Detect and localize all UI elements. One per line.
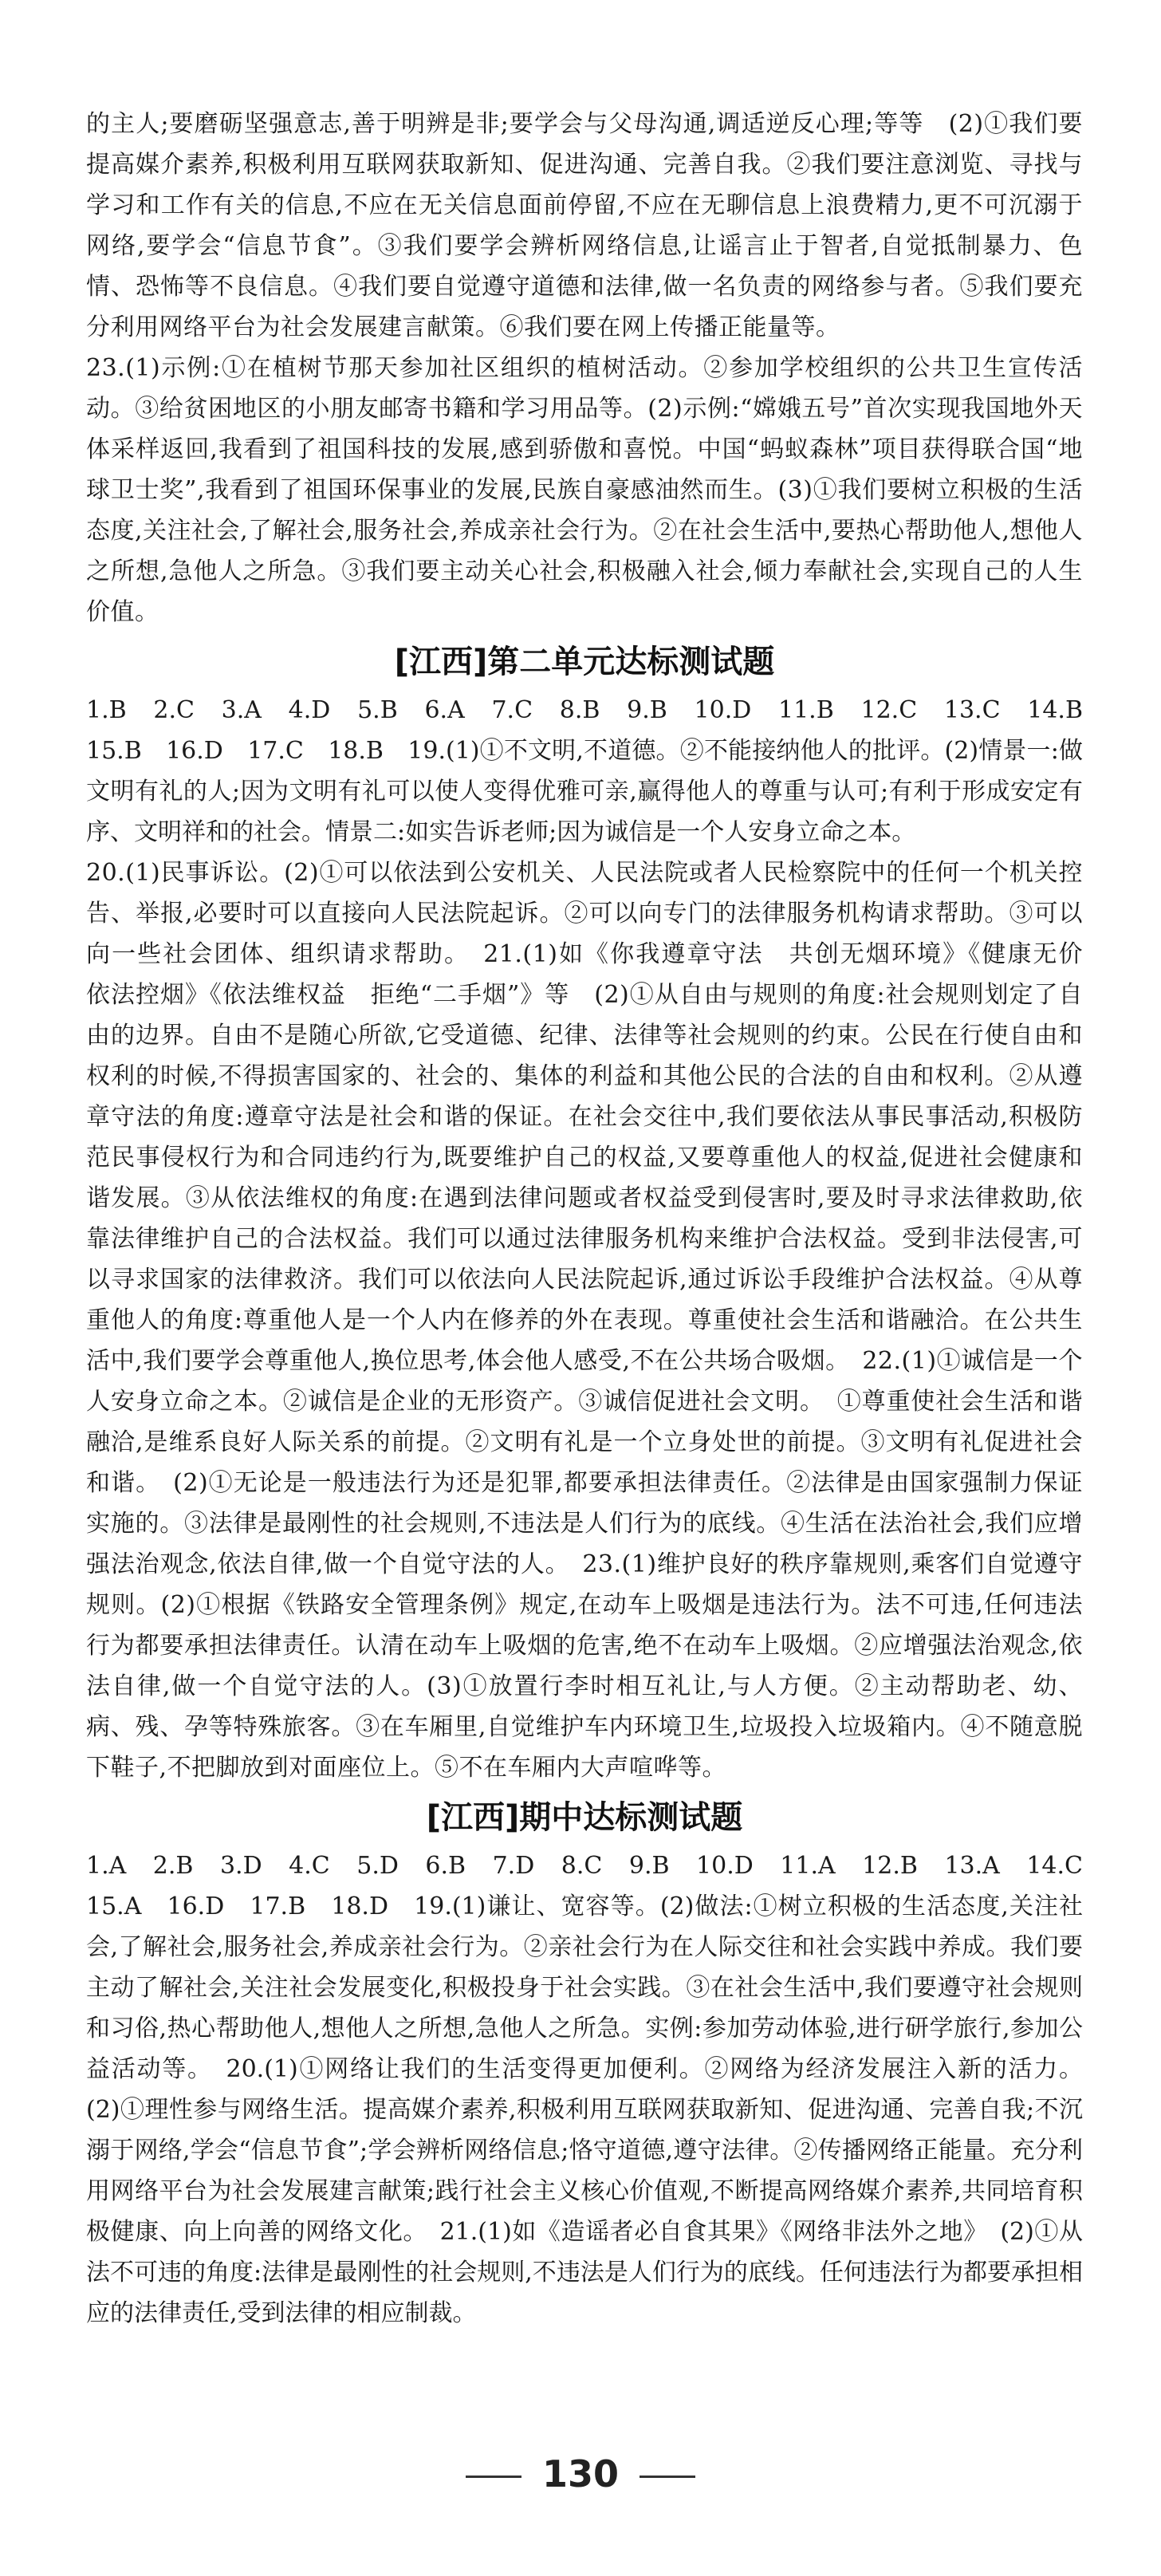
section-heading-unit-two: [江西]第二单元达标测试题 — [394, 644, 775, 680]
dash-left — [466, 2476, 521, 2478]
paragraph-question-20-23-unit-two: 20.(1)民事诉讼。(2)①可以依法到公安机关、人民法院或者人民检察院中的任何一个机关控告、举报,必要时可以直接向人民法院起诉。②可以向专门的法律服务机构请求帮助。③可以向一些社会团体、组织请求帮助。 21.(1)如《你我遵章守法 共创无烟环境》《健康无价 依法控烟》《依法维权益 拒绝“二手烟”》等 (2)①从自由与规则的角度:社会规则划定了自由的边界。自由不是随心所欲,它受道德、纪律、法律等社会规则的约束。公民在行使自由和权利的时候,不得损害国家的、社会的、集体的利益和其他公民的合法的自由和权利。②从遵章守法的角度:遵章守法是社会和谐的保证。在社会交往中,我们要依法从事民事活动,积极防范民事侵权行为和合同违约行为,既要维护自己的权益,又要尊重他人的权益,促进社会健康和谐发展。③从依法维权的角度:在遇到法律问题或者权益受到侵害时,要及时寻求法律救助,依靠法律维护自己的合法权益。我们可以通过法律服务机构来维护合法权益。受到非法侵害,可以寻求国家的法律救济。我们可以依法向人民法院起诉,通过诉讼手段维护合法权益。④从尊重他人的角度:尊重他人是一个人内在修养的外在表现。尊重使社会生活和谐融洽。在公共生活中,我们要学会尊重他人,换位思考,体会他人感受,不在公共场合吸烟。 22.(1)①诚信是一个人安身立命之本。②诚信是企业的无形资产。③诚信促进社会文明。 ①尊重使社会生活和谐融洽,是维系良好人际关系的前提。②文明有礼是一个立身处世的前提。③文明有礼促进社会和谐。 (2)①无论是一般违法行为还是犯罪,都要承担法律责任。②法律是由国家强制力保证实施的。③法律是最刚性的社会规则,不违法是人们行为的底线。④生活在法治社会,我们应增强法治观念,依法自律,做一个自觉守法的人。 23.(1)维护良好的秩序靠规则,乘客们自觉遵守规则。(2)①根据《铁路安全管理条例》规定,在动车上吸烟是违法行为。法不可违,任何违法行为都要承担法律责任。认清在动车上吸烟的危害,绝不在动车上吸烟。②应增强法治观念,依法自律,做一个自觉守法的人。(3)①放置行李时相互礼让,与人方便。②主动帮助老、幼、病、残、孕等特殊旅客。③在车厢里,自觉维护车内环境卫生,垃圾投入垃圾箱内。④不随意脱下鞋子,不把脚放到对面座位上。⑤不在车厢内大声喧哗等。 — [86, 859, 1108, 1782]
answer-block-midterm: 1.A 2.B 3.D 4.C 5.D 6.B 7.D 8.C 9.B 10.D 11.A 12.B 13.A 14.C 15.A 16.D 17.B 18.D 19.(1)谦让、宽容等。(2)做法:①树立积极的生活态度,关注社会,了解社会,服务社会,养成亲社会行为。②亲社会行为在人际交往和社会实践中养成。我们要主动了解社会,关注社会发展变化,积极投身于社会实践。③在社会生活中,我们要遵守社会规则和习俗,热心帮助他人,想他人之所想,急他人之所急。实例:参加劳动体验,进行研学旅行,参加公益活动等。 20.(1)①网络让我们的生活变得更加便利。②网络为经济发展注入新的活力。(2)①理性参与网络生活。提高媒介素养,积极利用互联网获取新知、促进沟通、完善自我;不沉溺于网络,学会“信息节食”;学会辨析网络信息;恪守道德,遵守法律。②传播网络正能量。充分利用网络平台为社会发展建言献策;践行社会主义核心价值观,不断提高网络媒介素养,共同培育积极健康、向上向善的网络文化。 21.(1)如《造谣者必自食其果》《网络非法外之地》 (2)①从法不可违的角度:法律是最刚性的社会规则,不违法是人们行为的底线。任何违法行为都要承担相应的法律责任,受到法律的相应制裁。 — [86, 1852, 1107, 2327]
page-number — [0, 2452, 1161, 2495]
answer-block-unit-two: 1.B 2.C 3.A 4.D 5.B 6.A 7.C 8.B 9.B 10.D 11.B 12.C 13.C 14.B 15.B 16.D 17.C 18.B 19.(1)①不文明,不道德。②不能接纳他人的批评。(2)情景一:做文明有礼的人;因为文明有礼可以使人变得优雅可亲,赢得他人的尊重与认可;有利于形成安定有序、文明祥和的社会。情景二:如实告诉老师;因为诚信是一个人安身立命之本。 — [86, 696, 1107, 846]
page-number-text: 130 — [541, 2452, 620, 2495]
page-content — [86, 104, 1108, 2334]
paragraph-continued: 的主人;要磨砺坚强意志,善于明辨是非;要学会与父母沟通,调适逆反心理;等等 (2)①我们要提高媒介素养,积极利用互联网获取新知、促进沟通、完善自我。②我们要注意浏览、寻找与学习和工作有关的信息,不应在无关信息面前停留,不应在无聊信息上浪费精力,更不可沉溺于网络,要学会“信息节食”。③我们要学会辨析网络信息,让谣言止于智者,自觉抵制暴力、色情、恐怖等不良信息。④我们要自觉遵守道德和法律,做一名负责的网络参与者。⑤我们要充分利用网络平台为社会发展建言献策。⑥我们要在网上传播正能量等。 — [86, 110, 1083, 341]
section-heading-midterm: [江西]期中达标测试题 — [426, 1799, 743, 1836]
dash-right — [640, 2476, 695, 2478]
paragraph-question-23: 23.(1)示例:①在植树节那天参加社区组织的植树活动。②参加学校组织的公共卫生宣传活动。③给贫困地区的小朋友邮寄书籍和学习用品等。(2)示例:“嫦娥五号”首次实现我国地外天体采样返回,我看到了祖国科技的发展,感到骄傲和喜悦。中国“蚂蚁森林”项目获得联合国“地球卫士奖”,我看到了祖国环保事业的发展,民族自豪感油然而生。(3)①我们要树立积极的生活态度,关注社会,了解社会,服务社会,养成亲社会行为。②在社会生活中,要热心帮助他人,想他人之所想,急他人之所急。③我们要主动关心社会,积极融入社会,倾力奉献社会,实现自己的人生价值。 — [86, 354, 1083, 626]
